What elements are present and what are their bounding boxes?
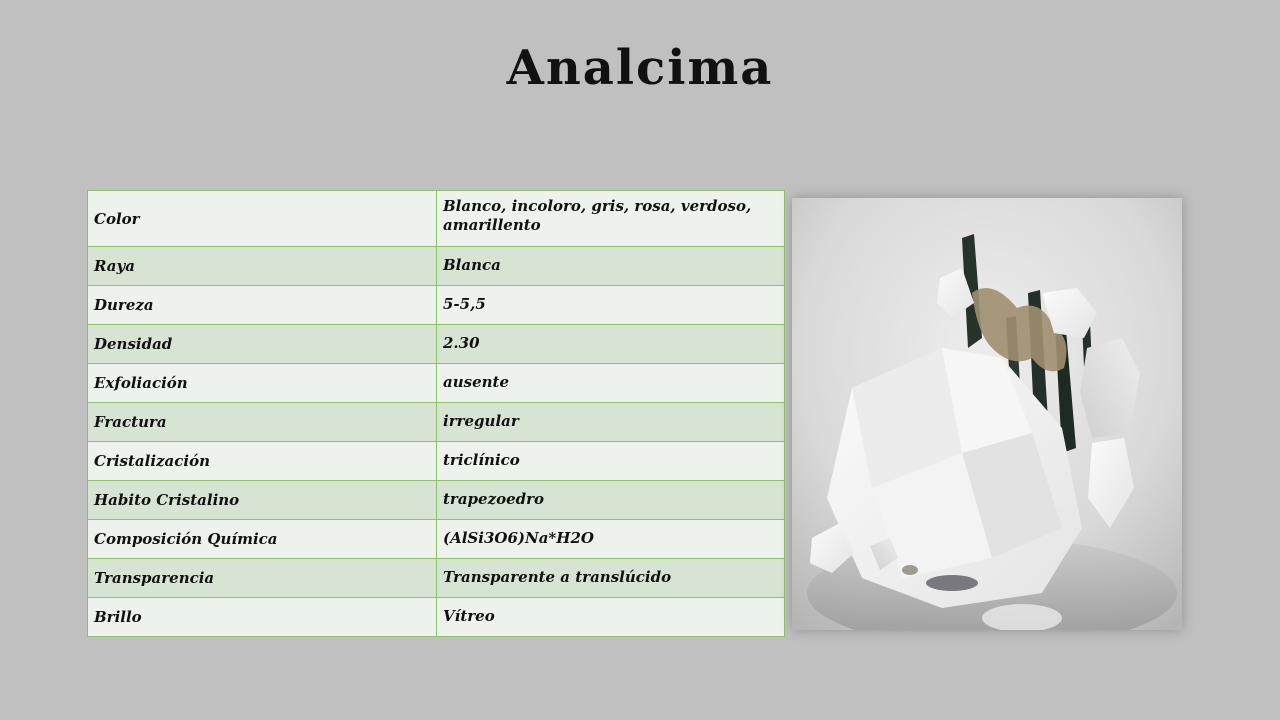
table-row [88, 442, 785, 481]
property-label: Fractura [88, 403, 437, 442]
property-value: Blanca [437, 247, 785, 286]
property-value: Vítreo [437, 598, 785, 637]
property-label: Habito Cristalino [88, 481, 437, 520]
property-value: trapezoedro [437, 481, 785, 520]
property-label: Color [88, 191, 437, 247]
table-row [88, 286, 785, 325]
table-row [88, 191, 785, 247]
property-value: triclínico [437, 442, 785, 481]
property-label: Brillo [88, 598, 437, 637]
property-label: Transparencia [88, 559, 437, 598]
mineral-photo [792, 198, 1182, 630]
property-label: Cristalización [88, 442, 437, 481]
property-label: Composición Química [88, 520, 437, 559]
property-value: ausente [437, 364, 785, 403]
table-row [88, 481, 785, 520]
property-label: Raya [88, 247, 437, 286]
table-row [88, 247, 785, 286]
property-label: Exfoliación [88, 364, 437, 403]
property-value: Transparente a translúcido [437, 559, 785, 598]
properties-table [87, 190, 785, 637]
property-value: 5-5,5 [437, 286, 785, 325]
table-row [88, 559, 785, 598]
property-label: Dureza [88, 286, 437, 325]
property-label: Densidad [88, 325, 437, 364]
property-value: 2.30 [437, 325, 785, 364]
table-row [88, 364, 785, 403]
property-value: (AlSi3O6)Na*H2O [437, 520, 785, 559]
table-row [88, 520, 785, 559]
property-value: Blanco, incoloro, gris, rosa, verdoso, amarillento [437, 191, 785, 247]
table-row [88, 325, 785, 364]
table-row [88, 403, 785, 442]
table-row [88, 598, 785, 637]
property-value: irregular [437, 403, 785, 442]
slide-title: Analcima [506, 40, 774, 96]
